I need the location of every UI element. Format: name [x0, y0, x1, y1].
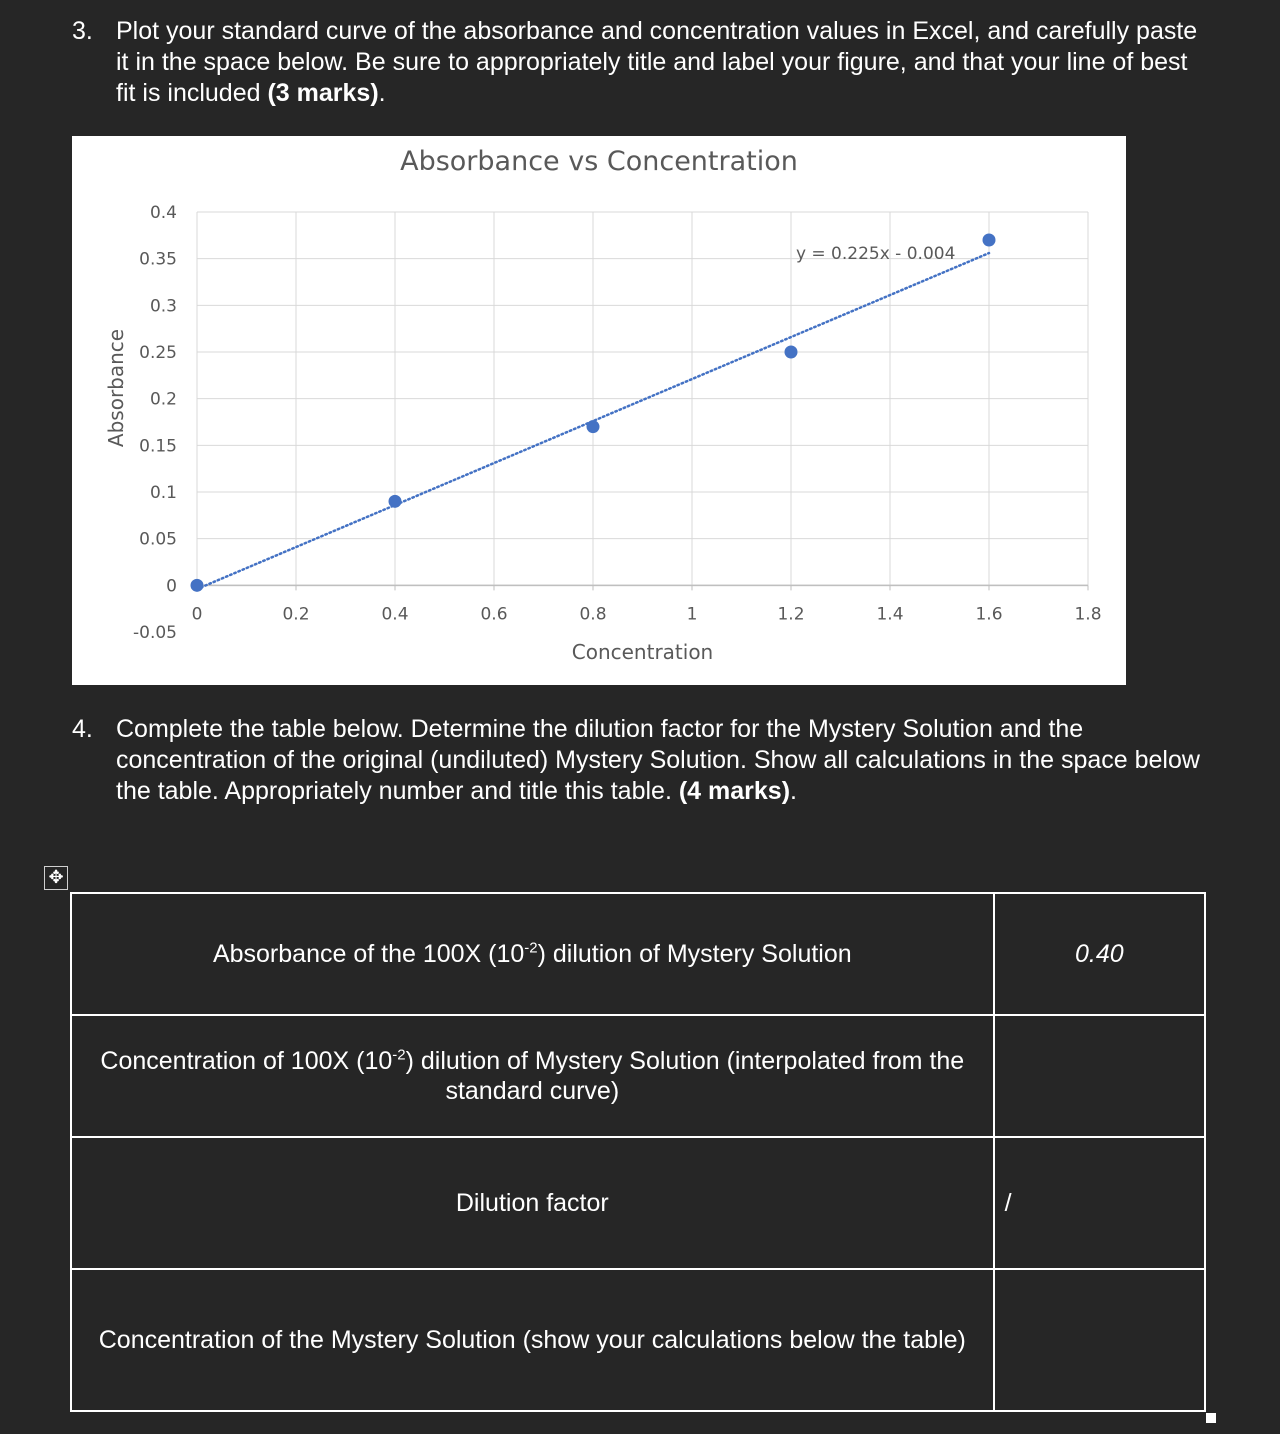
x-tick-label: 0.6	[480, 604, 508, 625]
chart-image	[72, 136, 1126, 685]
x-tick-label: 1	[686, 604, 698, 625]
y-tick-label: 0.25	[139, 343, 177, 363]
question-3-body: Plot your standard curve of the absorbance and concentration values in Excel, and carefully paste it in the space below. Be sure to appropriately title and label your figure, and that your line of best fit is included	[116, 17, 1198, 107]
table-cell-label[interactable]	[71, 1015, 994, 1137]
y-tick-label: 0.05	[139, 529, 177, 550]
y-tick-label: 0.15	[139, 436, 177, 457]
resize-handle[interactable]	[1206, 1413, 1216, 1423]
y-tick-label: 0	[166, 576, 177, 597]
question-4-number: 4.	[72, 715, 93, 743]
data-point	[983, 234, 996, 247]
table-cell-value[interactable]: /	[994, 1137, 1205, 1269]
y-tick-label: 0.3	[149, 296, 177, 317]
table-row	[71, 1137, 1205, 1269]
results-table	[70, 892, 1206, 1412]
table-cell-value[interactable]	[994, 1269, 1205, 1411]
question-3-marks: (3 marks)	[267, 79, 379, 107]
table-row	[71, 893, 1205, 1015]
x-tick-label: 0.8	[579, 604, 607, 625]
label-superscript: -2	[524, 939, 538, 957]
data-point	[191, 579, 204, 592]
table-cell-value[interactable]	[994, 1015, 1205, 1137]
x-tick-label: 0.2	[282, 604, 310, 625]
table-row	[71, 1015, 1205, 1137]
x-tick-label: 0	[191, 604, 203, 625]
data-point	[785, 346, 798, 359]
label-superscript: -2	[392, 1046, 406, 1064]
y-tick-label: 0.2	[149, 389, 177, 410]
data-point	[587, 420, 600, 433]
question-4-marks: (4 marks)	[678, 777, 791, 805]
x-tick-label: 1.6	[975, 604, 1003, 625]
chart-title: Absorbance vs Concentration	[400, 146, 798, 177]
table-cell-label[interactable]	[71, 1269, 994, 1411]
table-cell-label[interactable]	[71, 1137, 994, 1269]
label-text: Concentration of the Mystery Solution (show your calculations below the table)	[98, 1326, 966, 1354]
y-tick-label: -0.05	[133, 623, 177, 643]
question-3-text	[116, 16, 1202, 109]
y-axis-title: Absorbance	[104, 328, 128, 448]
x-tick-label: 1.2	[777, 604, 805, 625]
question-3	[72, 16, 1202, 109]
move-icon[interactable]: ✥	[44, 866, 68, 890]
question-4	[72, 714, 1202, 807]
y-tick-label: 0.4	[149, 203, 177, 223]
question-4-body: Complete the table below. Determine the dilution factor for the Mystery Solution and the concentration of the original (undiluted) Mystery Solution. Show all calculations in the space below the table. Appropriately number and title this table.	[116, 715, 1200, 805]
table-row	[71, 1269, 1205, 1411]
scatter-chart	[72, 136, 1126, 685]
trendline-equation: y = 0.225x - 0.004	[795, 244, 956, 265]
x-tick-label: 1.4	[876, 604, 904, 625]
question-3-end: .	[378, 79, 386, 107]
question-4-text	[116, 714, 1202, 807]
y-tick-label: 0.1	[149, 483, 177, 503]
data-point	[389, 495, 402, 508]
question-4-end: .	[790, 777, 797, 805]
table-cell-value[interactable]: 0.40	[994, 893, 1205, 1015]
label-text-end: ) dilution of Mystery Solution (interpolated from the standard curve)	[405, 1047, 965, 1105]
table-cell-label[interactable]	[71, 893, 994, 1015]
y-tick-label: 0.35	[139, 249, 177, 270]
label-text: Concentration of 100X (10	[100, 1047, 393, 1075]
x-axis-title: Concentration	[571, 640, 714, 664]
x-tick-label: 0.4	[381, 604, 409, 625]
question-3-number: 3.	[72, 17, 93, 45]
x-tick-label: 1.8	[1074, 604, 1102, 625]
label-text: Absorbance of the 100X (10	[212, 940, 525, 968]
label-text-end: ) dilution of Mystery Solution	[537, 940, 852, 968]
label-text: Dilution factor	[455, 1189, 609, 1217]
